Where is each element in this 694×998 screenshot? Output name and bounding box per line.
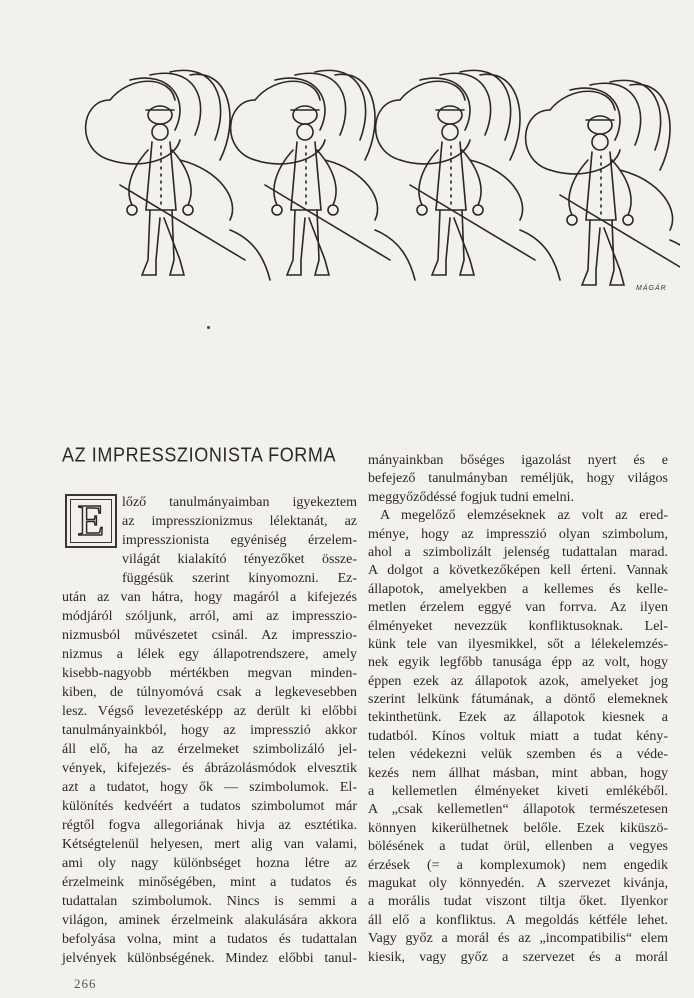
text-line: mányainkban bőséges igazolást nyert és e [368,453,668,468]
text-line: Vagy győz a morál és az „incompatibilis“ elem [368,931,668,947]
right-column [368,452,668,967]
left-column [62,493,357,968]
text-line: metlen érzelem eggyé van forrva. Az ilyen [368,600,668,616]
text-line: vények, kifejezés- és ábrázolásmódok elvesztik [62,761,357,776]
text-line: szerint lelkünk fátumának, a döntő elemeknek [368,692,668,708]
text-line: jelvények különbségének. Mindez előbbi tanul- [62,951,357,966]
text-line: a morális tudat viszont tiltja őket. Ilyenkor [368,894,668,910]
text-line: impresszionista egyéniség érzelem- [122,533,357,548]
text-line: érzések (= a komplexumok) nem engedik [368,857,668,873]
text-line: kiesik, vagy győz a szervezet és a morál [368,949,668,965]
text-line: ménye, hogy az impresszió olyan szimbolum, [368,526,668,542]
text-line: tudatból. Kínos voltuk miatt a tudat kény- [368,728,668,744]
text-line: befejező tanulmányban reméljük, hogy világos [368,471,668,487]
text-line: után az van hátra, hogy magáról a kifejezés [62,590,357,605]
text-line: A dolgot a következőképen kell érteni. Vannak [368,563,668,579]
text-line: befolyása volna, mint a tudatos és tudattalan [62,932,357,947]
page-number: 266 [74,976,97,991]
text-line: állapotok, amelyekben a kellemes és kelle- [368,581,668,597]
text-line: ahol a szimbolizált jelenség tudattalan marad. [368,544,668,560]
text-line: különítés kedvéért a tudatos szimbolumot már [62,799,357,814]
text-line: ami oly nagy különbséget hozna létre az [62,856,357,871]
speck [207,326,210,329]
text-line: függésük szerint kinyomozni. Ez- [122,571,357,586]
text-line: érzelmeink minőségében, mint a tudatos és [62,875,357,890]
text-line: A „csak kellemetlen“ állapotok természetesen [368,802,668,818]
reaper-figure [86,70,270,280]
text-line: meggyőződéssé fogjuk tudni emelni. [368,489,575,505]
text-line: nek egyik legfőbb tanusága épp az volt, hogy [368,655,668,671]
text-line: világon, aminek érzelmeink alakulására akkora [62,913,357,928]
text-line: tekinthetünk. Ezek az állapotok kiesnek a [368,710,668,726]
text-line: tanulmányainkból, hogy az impresszió akkor [62,723,357,738]
text-line: kezés nem állhat másban, mint abban, hogy [368,765,668,781]
text-line: telen védekezni velük szemben és a véde- [368,747,668,763]
text-line: a kellemetlen élményeket kiveti emlékéből. [368,784,668,800]
drop-cap-letter: E [70,499,112,543]
text-line: élményeket nevezzük konfliktusoknak. Lel- [368,618,668,634]
article-title: AZ IMPRESSZIONISTA FORMA [62,443,337,466]
text-line: künk tele van ilyesmikkel, sőt a lélekelemzés- [368,636,668,652]
text-line: világát kialakító tényezőket össze- [122,552,357,567]
text-line: könnyen kikerülhetnek belőle. Ezek kiküszö- [368,820,668,836]
text-line: Kétségtelenül helyesen, mert alig van valami, [62,837,357,852]
text-line: éppen ezek az állapotok azok, amelyeket jog [368,673,668,689]
text-line: bölésének a tudat örül, ellenben a vegyes [368,839,668,855]
text-line: magukat oly könnyedén. A szervezet kivánja, [368,875,668,891]
text-line: az impresszionizmus lélektanát, az [122,514,357,529]
text-line: módjáról szóljunk, arról, ami az impresszio- [62,609,357,624]
text-line: áll elő, ha az érzelmeket szimbolizáló jel- [62,742,357,757]
text-line: A megelőző elemzéseknek az volt az ered- [380,508,668,524]
text-line: lőző tanulmányaimban igyekeztem [122,495,357,510]
text-line: kisebb-nagyobb mértékben megvan minden- [62,666,357,681]
text-line: kiben, de túlnyomóvá csak a legkevesebben [62,685,357,700]
illustration-four-reapers [80,60,680,360]
text-line: régtől fogva allegoriának hivja az esztétika. [62,818,357,833]
text-line: áll elő a konfliktus. A megoldás kétféle lehet. [368,912,668,928]
text-line: azt a tudatot, hogy ők — szimbolumok. El- [62,780,357,795]
text-line: nizmus a lélek egy állapotrendszere, amely [62,647,357,662]
illustrator-signature: MÁGÁR [636,285,667,292]
text-line: nizmusból művészetet csinál. Az impresszio- [62,628,357,643]
text-line: tudattalan szimbolumok. Nincs is semmi a [62,894,357,909]
text-line: lesz. Végső levezetésképp az derült ki előbbi [62,704,357,719]
